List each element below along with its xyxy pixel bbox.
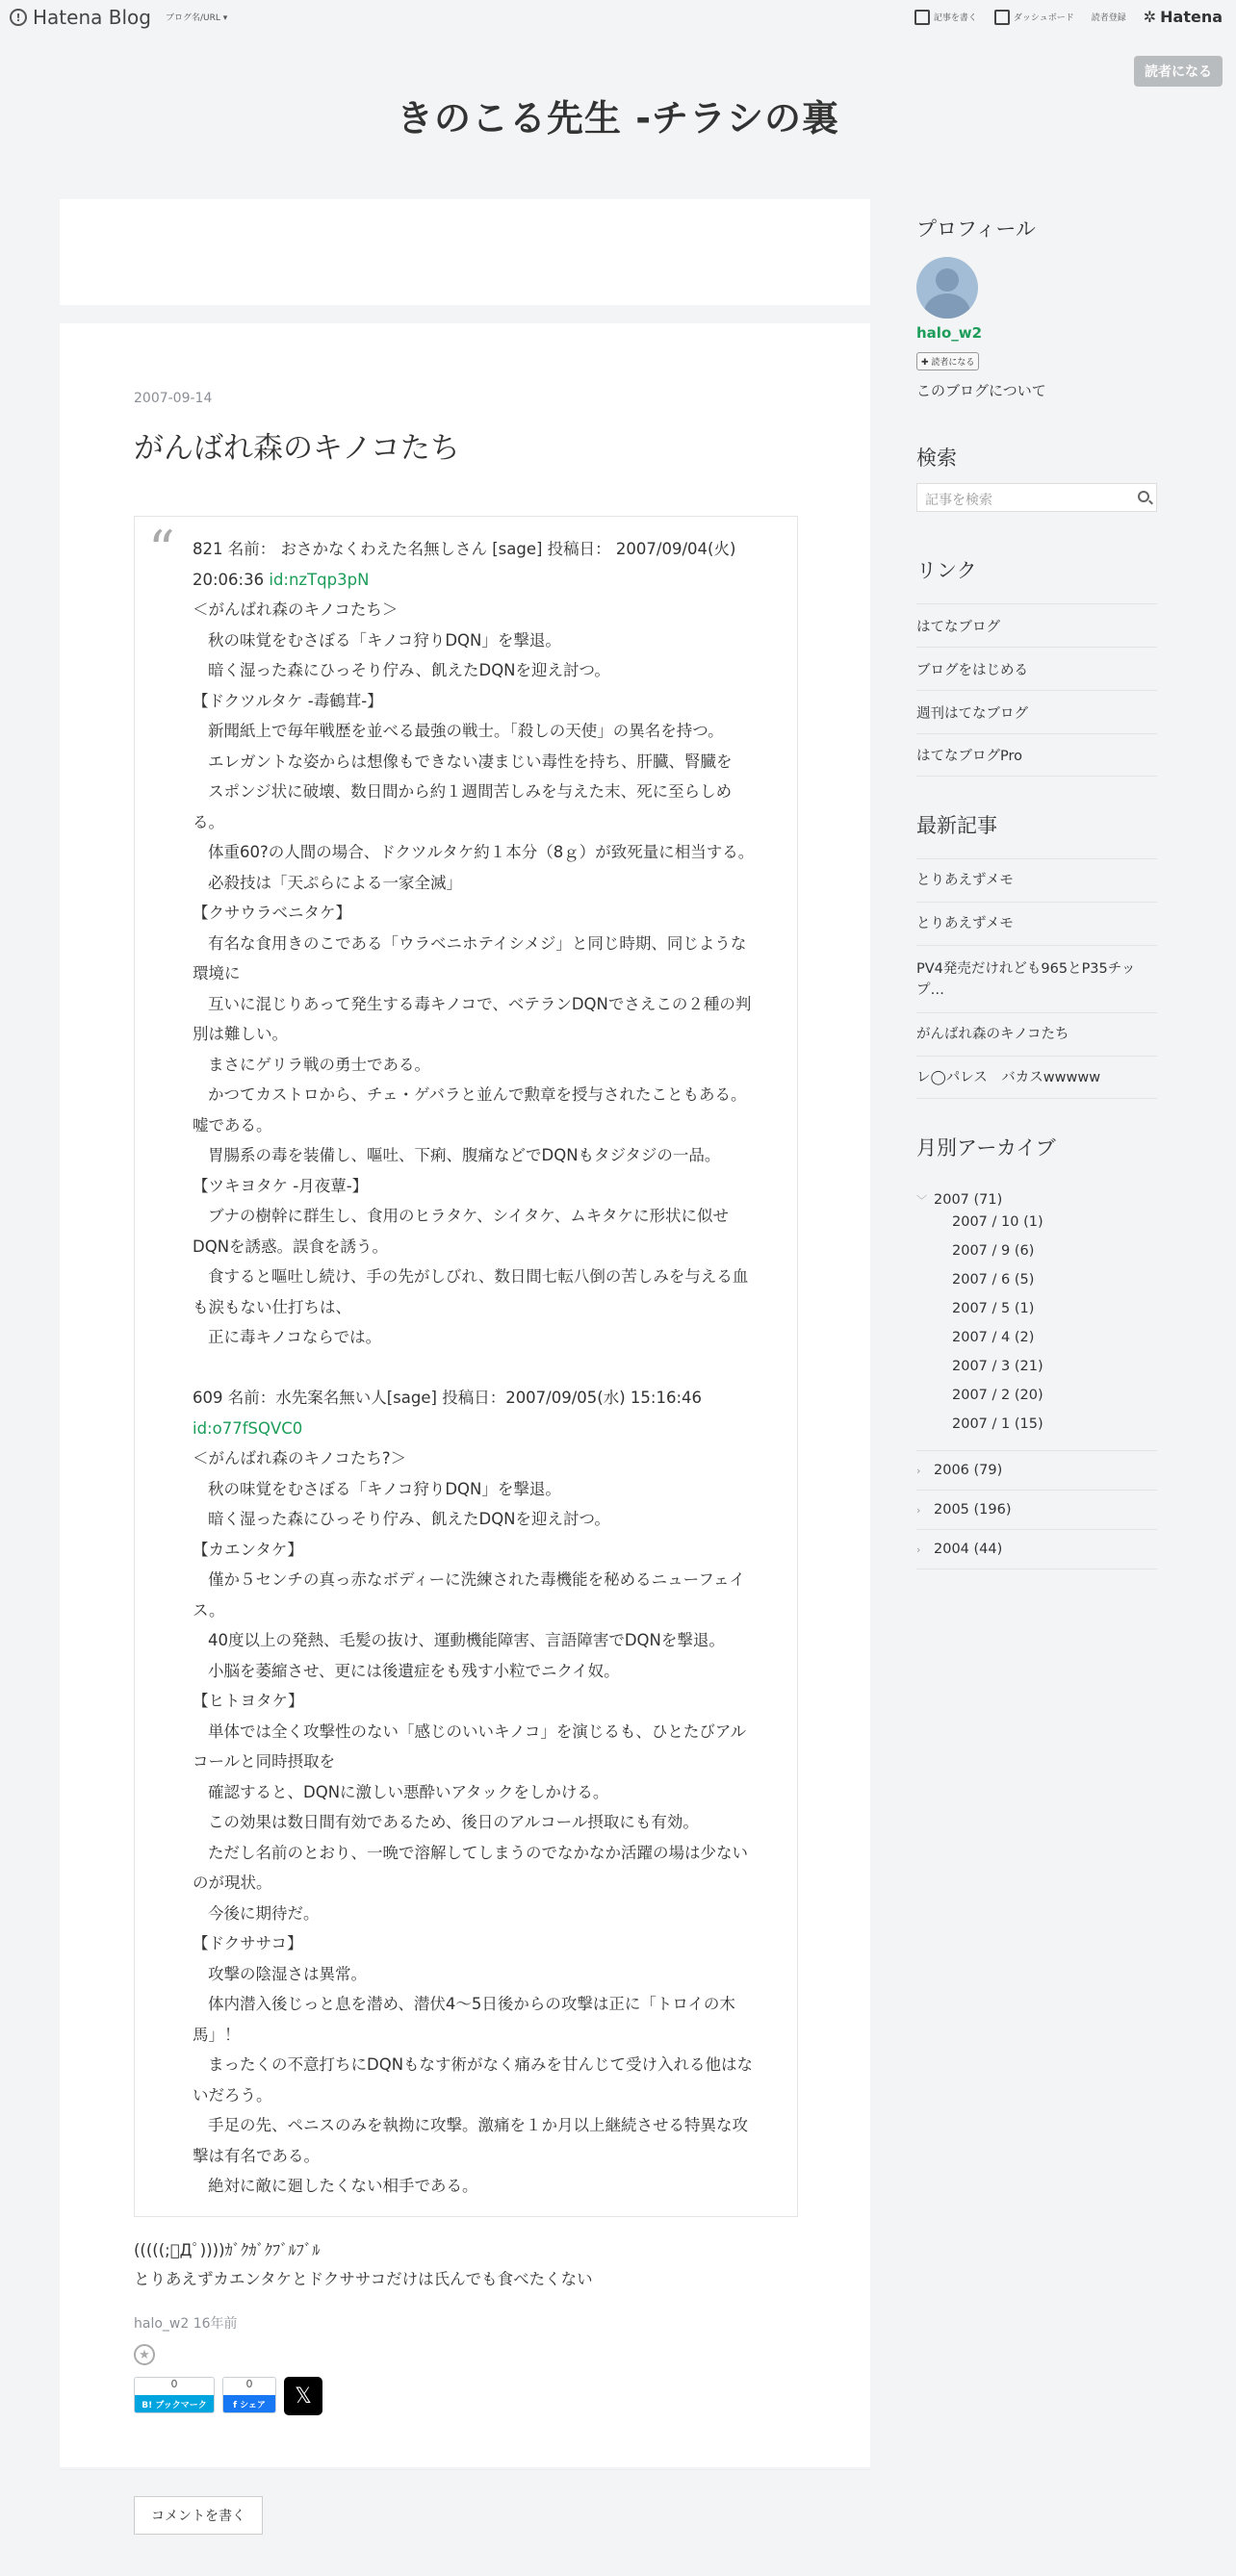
blog-title[interactable]: きのこる先生 -チラシの裏 — [396, 97, 839, 140]
entry-meta[interactable]: halo_w2 16年前 — [134, 2316, 238, 2332]
recent-entry[interactable]: レ◯パレス バカスwwwww — [916, 1056, 1157, 1099]
quote-line: まったくの不意打ちにDQNもなす術がなく痛みを甘んじて受け入れる他はな — [208, 2055, 754, 2074]
blog-menu-pulldown[interactable]: ブログ名/URL ▾ — [166, 13, 228, 23]
quote-line: 正に毒キノコならでは。 — [208, 1328, 382, 1346]
write-entry-link[interactable]: 記事を書く — [914, 10, 977, 25]
recent-entry[interactable]: PV4発売だけれども965とP35チップ… — [916, 945, 1157, 1012]
quote-line: まさにゲリラ戦の勇士である。 — [208, 1055, 430, 1074]
chevron-right-icon: › — [916, 1503, 921, 1517]
quote-line: 20:06:36 id:nzTqp3pN — [193, 570, 370, 589]
quote-line: 暗く湿った森にひっそり佇み、飢えたDQNを迎え討つ。 — [208, 661, 610, 679]
user-id-link[interactable]: id:o77fSQVC0 — [193, 1418, 303, 1438]
quote-line: 体重60?の人間の場合、ドクツルタケ約１本分（8ｇ）が致死量に相当する。 — [208, 843, 755, 861]
profile-subscribe-button[interactable]: ✚ 読者になる — [916, 352, 979, 370]
link-item[interactable]: ブログをはじめる — [916, 647, 1157, 690]
profile-name[interactable]: halo_w2 — [916, 324, 983, 342]
quote-line: 互いに混じりあって発生する毒キノコで、ベテランDQNでさえこの２種の判 — [208, 994, 752, 1013]
quote-body — [193, 534, 770, 2202]
entry-date[interactable]: 2007-09-14 — [134, 391, 213, 406]
quote-line: 新聞紙上で毎年戦歴を並べる最強の戦士。「殺しの天使」の異名を持つ。 — [208, 722, 724, 740]
chevron-down-icon: ﹀ — [916, 1194, 927, 1207]
archive-year-2005 — [916, 1491, 1157, 1530]
links-module — [916, 555, 1157, 777]
logo-text: Hatena Blog — [33, 6, 151, 29]
quote-line: 体内潜入後じっと息を潜め、潜伏4～5日後からの攻撃は正に「トロイの木 — [208, 1995, 735, 2013]
hatebu-button[interactable] — [134, 2377, 215, 2413]
archive-year[interactable]: › 2004 (44) — [916, 1542, 1003, 1557]
quote-line: 絶対に敵に廻したくない相手である。 — [208, 2177, 478, 2195]
quote-line: も涙もない仕打ちは、 — [193, 1297, 351, 1316]
link-item[interactable]: はてなブログ — [916, 603, 1157, 647]
dashboard-link[interactable]: ダッシュボード — [994, 10, 1074, 25]
dashboard-icon — [994, 10, 1010, 25]
quote-line: コールと同時摂取を — [193, 1752, 336, 1771]
blockquote — [134, 516, 798, 2217]
quote-line: ＜がんばれ森のキノコたち＞ — [193, 600, 399, 619]
avatar[interactable] — [916, 257, 978, 319]
search-input[interactable]: 記事を検索 — [916, 483, 1157, 512]
hatebu-label: B! ブックマーク — [135, 2395, 214, 2412]
quote-line: のが現状。 — [193, 1874, 272, 1892]
user-id-link[interactable]: id:nzTqp3pN — [269, 570, 370, 589]
global-header — [0, 0, 1236, 37]
recent-entry[interactable]: とりあえずメモ — [916, 858, 1157, 902]
after-line: とりあえずカエンタケとドクササコだけは氏んでも食べたくない — [134, 2270, 593, 2288]
readers-link[interactable]: 読者登録 — [1091, 13, 1126, 23]
quote-line: る。 — [193, 812, 224, 831]
quote-line: 環境に — [193, 964, 241, 982]
search-title: 検索 — [916, 446, 957, 470]
quote-line: 秋の味覚をむさぼる「キノコ狩りDQN」を撃退。 — [208, 630, 561, 650]
archive-year[interactable]: › 2006 (79) — [916, 1463, 1003, 1478]
entry-after-text — [134, 2236, 593, 2294]
archive-month[interactable]: 2007 / 1 (15) — [952, 1416, 1043, 1432]
quote-line: 胃腸系の毒を装備し、嘔吐、下痢、腹痛などでDQNもタジタジの一品。 — [208, 1146, 721, 1164]
recent-entries-module — [916, 810, 1157, 1099]
quote-line: 手足の先、ペニスのみを執拗に攻撃。激痛を１か月以上継続させる特異な攻 — [208, 2116, 748, 2134]
archive-month[interactable]: 2007 / 10 (1) — [952, 1214, 1043, 1230]
recent-title: 最新記事 — [916, 814, 997, 837]
archive-year-2007 — [916, 1181, 1157, 1451]
archive-year[interactable]: ﹀ 2007 (71) — [916, 1192, 1003, 1208]
search-module — [916, 443, 1157, 508]
quote-line: 【ドクササコ】 — [193, 1934, 303, 1952]
quote-line: 必殺技は「天ぷらによる一家全滅」 — [208, 873, 462, 892]
quote-line: DQNを誘惑。誤食を誘う。 — [193, 1237, 389, 1256]
quote-line: スポンジ状に破壊、数日間から約１週間苦しみを与えた末、死に至らしめ — [208, 782, 733, 801]
quote-line — [193, 1353, 770, 1384]
write-comment-button[interactable]: コメントを書く — [134, 2496, 263, 2535]
quote-icon: “ — [148, 520, 175, 580]
quote-line: この効果は数日間有効であるため、後日のアルコール摂取にも有効。 — [208, 1813, 699, 1831]
facebook-label: f シェア — [223, 2395, 275, 2412]
quote-line: 僅か５センチの真っ赤なボディーに洗練された毒機能を秘めるニューフェイ — [208, 1570, 746, 1589]
recent-entry[interactable]: がんばれ森のキノコたち — [916, 1012, 1157, 1056]
quote-line: 食すると嘔吐し続け、手の先がしびれ、数日間七転八倒の苦しみを与える血 — [208, 1267, 749, 1286]
quote-line: ス。 — [193, 1600, 225, 1620]
quote-line: 単体では全く攻撃性のない「感じのいいキノコ」を演じるも、ひとたびアル — [208, 1722, 747, 1741]
quote-line: ただし名前のとおり、一晩で溶解してしまうのでなかなか活躍の場は少ない — [208, 1843, 748, 1862]
link-item[interactable]: 週刊はてなブログ — [916, 690, 1157, 733]
quote-line: 撃は有名である。 — [193, 2146, 320, 2165]
ad-area — [60, 199, 870, 305]
quote-line: 嘘である。 — [193, 1115, 272, 1135]
facebook-button[interactable] — [222, 2377, 276, 2413]
quote-line: 攻撃の陰湿さは異常。 — [208, 1964, 367, 1983]
archive-year-2004 — [916, 1530, 1157, 1569]
quote-line: 【カエンタケ】 — [193, 1540, 303, 1559]
quote-line: 有名な食用きのこである「ウラベニホテイシメジ」と同じ時期、同じような — [208, 933, 747, 953]
chevron-right-icon: › — [916, 1464, 921, 1477]
hatena-gear-icon: ✲ — [1143, 8, 1157, 26]
quote-line: 609 名前：水先案名無い人[sage] 投稿日：2007/09/05(水) 15:16:46 — [193, 1389, 703, 1407]
quote-line: 【ツキヨタケ -月夜蕈-】 — [193, 1176, 369, 1195]
link-item[interactable]: はてなブログPro — [916, 733, 1157, 777]
profile-title: プロフィール — [916, 217, 1036, 241]
quote-line: エレガントな姿からは想像もできない凄まじい毒性を持ち、肝臓、腎臓を — [208, 752, 733, 771]
quote-line: 【ヒトヨタケ】 — [193, 1692, 304, 1710]
links-title: リンク — [916, 559, 977, 582]
entry-title[interactable]: がんばれ森のキノコたち — [134, 431, 460, 466]
quote-line: ブナの樹幹に群生し、食用のヒラタケ、シイタケ、ムキタケに形状に似せ — [208, 1207, 730, 1225]
about-blog-link[interactable]: このブログについて — [916, 382, 1046, 399]
hatena-menu[interactable]: ✲ Hatena — [1143, 8, 1223, 26]
entry-article — [60, 323, 870, 2524]
archive-year-2006 — [916, 1451, 1157, 1491]
quote-line: 確認すると、DQNに激しい悪酔いアタックをしかける。 — [208, 1782, 609, 1801]
quote-line: 【ドクツルタケ -毒鶴茸-】 — [193, 691, 383, 710]
hatebu-count: 0 — [135, 2378, 214, 2395]
archive-module — [916, 1133, 1157, 1569]
archive-month[interactable]: 2007 / 5 (1) — [952, 1301, 1035, 1316]
x-share-button[interactable]: 𝕏 — [284, 2377, 322, 2415]
chevron-right-icon: › — [916, 1543, 921, 1556]
after-line: (((((;ﾟДﾟ))))ｶﾞｸｶﾞｸﾌﾞﾙﾌﾞﾙ — [134, 2241, 321, 2259]
profile-module — [916, 214, 1157, 399]
quote-line: 馬」！ — [193, 2025, 241, 2044]
quote-line: 40度以上の発熱、毛髪の抜け、運動機能障害、言語障害でDQNを撃退。 — [208, 1631, 725, 1649]
quote-line: 小脳を萎縮させ、更には後遺症をも残す小粒でニクイ奴。 — [208, 1661, 620, 1680]
archive-year[interactable]: › 2005 (196) — [916, 1502, 1012, 1518]
archive-month[interactable]: 2007 / 2 (20) — [952, 1388, 1043, 1403]
divider — [60, 2469, 870, 2470]
add-star-icon[interactable]: ★ — [134, 2344, 155, 2365]
quote-line: 別は難しい。 — [193, 1025, 288, 1043]
quote-line: かつてカストロから、チェ・ゲバラと並んで勲章を授与されたこともある。 — [208, 1085, 747, 1104]
archive-month[interactable]: 2007 / 6 (5) — [952, 1272, 1035, 1288]
quote-line: 秋の味覚をむさぼる「キノコ狩りDQN」を撃退。 — [208, 1479, 561, 1498]
pencil-icon — [914, 10, 930, 25]
recent-entry[interactable]: とりあえずメモ — [916, 902, 1157, 945]
quote-line: 今後に期待だ。 — [208, 1903, 320, 1923]
quote-line — [193, 1414, 770, 1444]
quote-line: ＜がんばれ森のキノコたち?＞ — [193, 1449, 407, 1467]
subscribe-button[interactable]: 読者になる — [1134, 56, 1223, 87]
facebook-count: 0 — [223, 2378, 275, 2395]
archive-month[interactable]: 2007 / 9 (6) — [952, 1243, 1035, 1259]
share-buttons — [134, 2377, 322, 2415]
archive-month[interactable]: 2007 / 3 (21) — [952, 1359, 1043, 1374]
quote-line: 暗く湿った森にひっそり佇み、飢えたDQNを迎え討つ。 — [208, 1510, 610, 1528]
search-icon[interactable] — [1138, 491, 1149, 502]
archive-title: 月別アーカイブ — [916, 1136, 1056, 1160]
hatena-logo-icon: ! — [10, 9, 27, 26]
quote-line: 821 名前： おさかなくわえた名無しさん [sage] 投稿日： 2007/09/04(火) — [193, 540, 736, 558]
quote-line: いだろう。 — [193, 2085, 272, 2104]
quote-line: 【クサウラベニタケ】 — [193, 904, 351, 922]
archive-month[interactable]: 2007 / 4 (2) — [952, 1330, 1035, 1345]
hatena-blog-logo[interactable] — [10, 6, 151, 29]
